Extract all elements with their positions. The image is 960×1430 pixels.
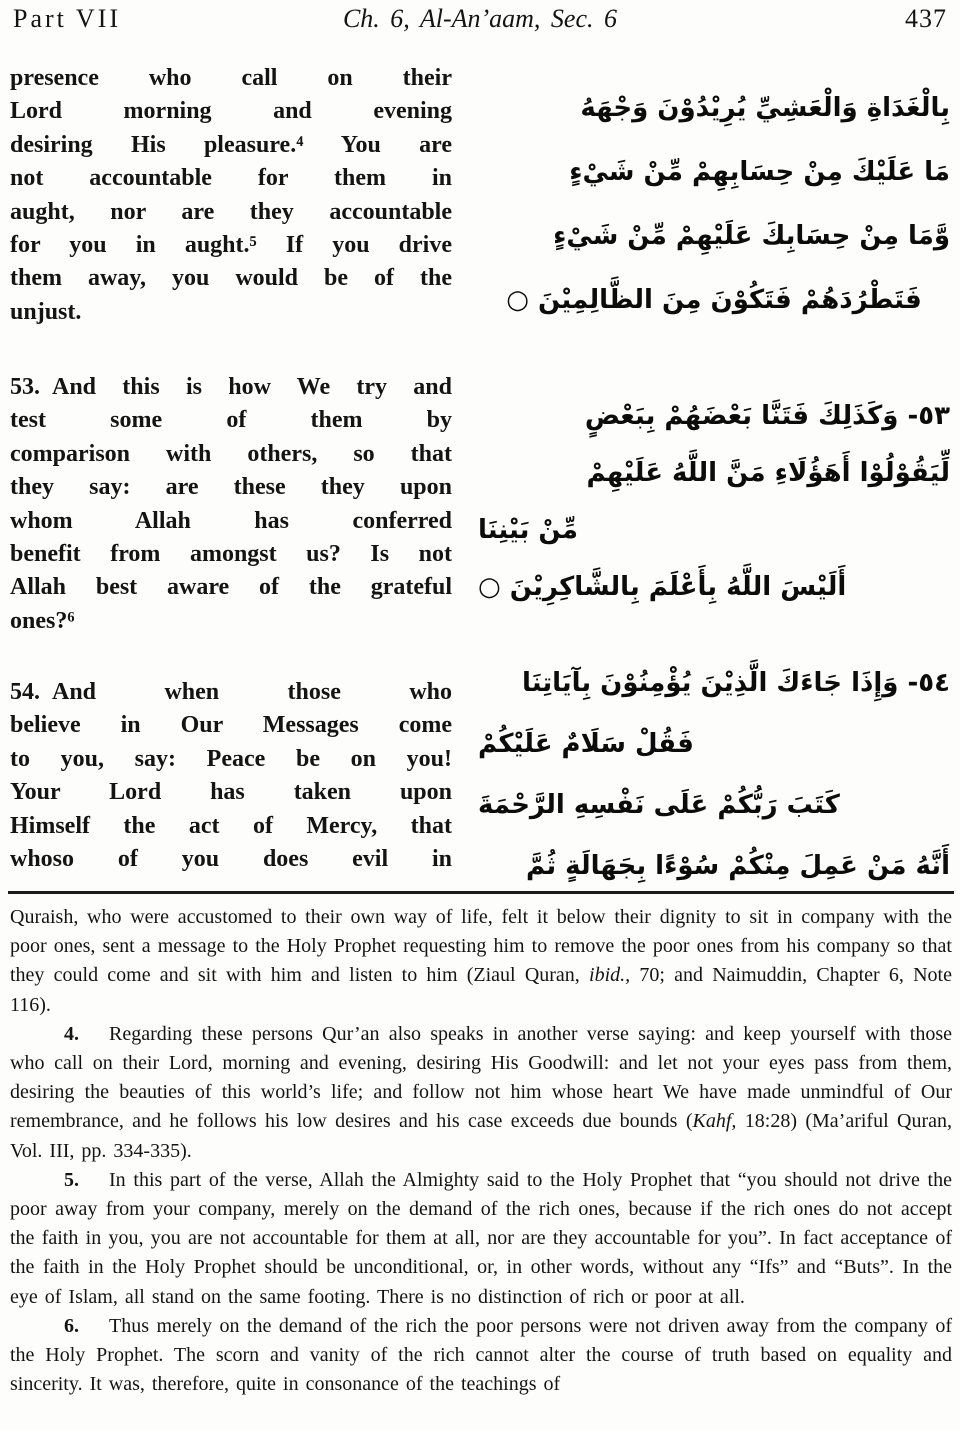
verse-53-arabic-text: ٥٣- وَكَذَلِكَ فَتَنَّا بَعْضَهُمْ بِبَعْضٍ لِّيَقُوْلُوْا أَهَؤُلَاءِ مَنَّ اللَّهُ عَلَيْهِمْ مِّنْ بَيْنِنَا أَلَيْسَ اللَّهُ بِأَعْلَمَ بِالشَّاكِرِيْنَ ○ bbox=[478, 401, 950, 602]
verse-54-arabic-text: ٥٤- وَإِذَا جَاءَكَ الَّذِيْنَ يُؤْمِنُوْنَ بِآيَاتِنَا فَقُلْ سَلَامٌ عَلَيْكُمْ كَتَبَ رَبُّكُمْ عَلَى نَفْسِهِ الرَّحْمَةَ أَنَّهُ مَنْ عَمِلَ مِنْكُمْ سُوْءًا بِجَهَالَةٍ ثُمَّ bbox=[478, 668, 950, 881]
footnotes-section bbox=[10, 903, 952, 1399]
verse-52-english-text: presence who call on their Lord morning and evening desiring His pleasure.⁴ You are not accountable for them in aught, nor are they accountable for you in aught.⁵ If you drive them away, you would be of the unjust. bbox=[10, 65, 452, 325]
footnote-paragraph: 4. Regarding these persons Qur’an also speaks in another verse saying: and keep yourself with those who call on their Lord, morning and evening, desiring His Goodwill: and let not your eyes pass from them, desiring the beauties of this world’s life; and follow not him whose heart We have made unmindful of Our remembrance, and he follows his low desires and his case exceeds due bounds (Kahf, 18:28) (Ma’ariful Quran, Vol. III, pp. 334-335). bbox=[10, 1022, 952, 1162]
footnote-paragraph: 6. Thus merely on the demand of the rich the poor persons were not driven away from the company of the Holy Prophet. The scorn and vanity of the rich cannot alter the course of truth based on equality and sincerity. It was, therefore, quite in consonance of the teachings of bbox=[10, 1314, 952, 1396]
verse-52-arabic-text: بِالْغَدَاةِ وَالْعَشِيِّ يُرِيْدُوْنَ وَجْهَهُ مَا عَلَيْكَ مِنْ حِسَابِهِمْ مِّنْ شَيْءٍ وَّمَا مِنْ حِسَابِكَ عَلَيْهِمْ مِّنْ شَيْءٍ فَتَطْرُدَهُمْ فَتَكُوْنَ مِنَ الظَّالِمِيْنَ ○ bbox=[506, 93, 950, 315]
page-header bbox=[13, 4, 947, 40]
header-part-label: Part VII bbox=[13, 4, 122, 33]
footnote-paragraph: Quraish, who were accustomed to their own way of life, felt it below their dignity to sit in company with the poor ones, sent a message to the Holy Prophet requesting him to remove the poor ones from his company so that they could come and sit with him and listen to him (Ziaul Quran, ibid., 70; and Naimuddin, Chapter 6, Note 116). bbox=[10, 906, 952, 1016]
header-chapter-title: Ch. 6, Al-An’aam, Sec. 6 bbox=[342, 4, 618, 33]
footnote-paragraph: 5. In this part of the verse, Allah the Almighty said to the Holy Prophet that “you should not drive the poor away from your company, merely on the demand of the rich ones, because if the rich ones do not accept the faith in you, you are not accountable for them at all, nor are they accountable for you”. In fact acceptance of the faith in the Holy Prophet should be unconditional, or, in other words, without any “Ifs” and “Buts”. In the eye of Islam, all stand on the same footing. There is no distinction of rich or poor at all. bbox=[10, 1168, 952, 1308]
verse-53-english-text: 53. And this is how We try and test some of them by comparison with others, so that they say: are these they upon whom Allah has conferred benefit from amongst us? Is not Allah best aware of the grateful ones?⁶ bbox=[10, 374, 452, 634]
verse-54-english-text: 54. And when those who believe in Our Messages come to you, say: Peace be on you! Your Lord has taken upon Himself the act of Mercy, that whoso of you does evil in bbox=[10, 679, 452, 873]
header-page-number: 437 bbox=[905, 4, 947, 33]
footnote-divider-rule bbox=[8, 891, 954, 894]
